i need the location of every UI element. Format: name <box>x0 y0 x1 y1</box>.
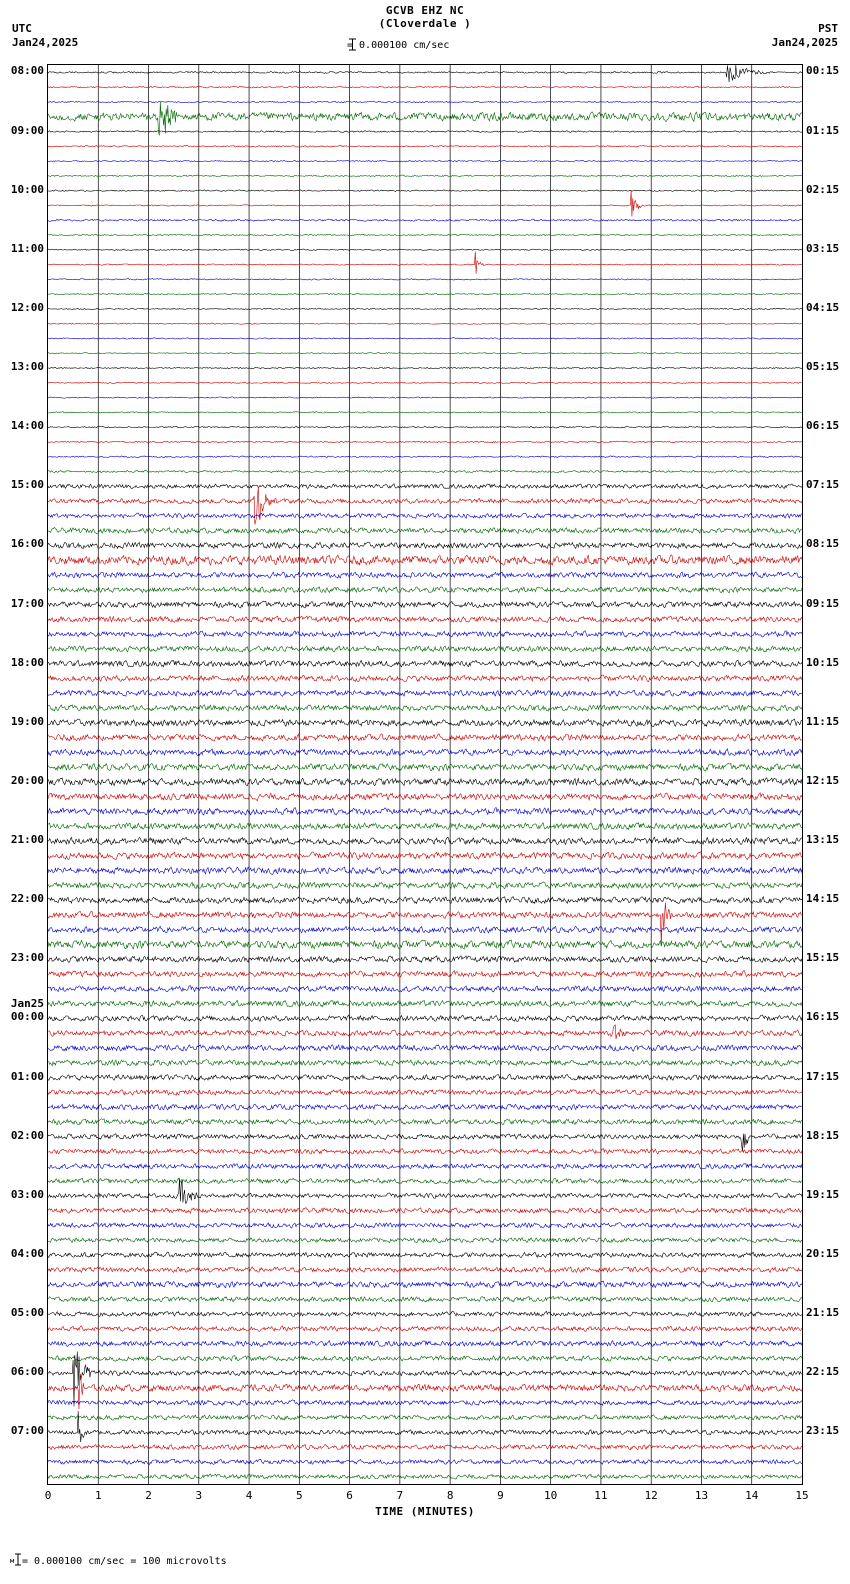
x-tick-label: 12 <box>644 1489 658 1502</box>
x-tick-label: 7 <box>396 1489 404 1502</box>
pst-time-label: 10:15 <box>806 655 840 669</box>
x-tick-label: 0 <box>44 1489 52 1502</box>
utc-time-label: 02:00 <box>10 1128 44 1142</box>
utc-time-label: 22:00 <box>10 892 44 906</box>
pst-time-label: 23:15 <box>806 1424 840 1438</box>
pst-label: PST <box>818 22 838 35</box>
x-tick-label: 8 <box>446 1489 454 1502</box>
x-tick-label: 3 <box>195 1489 203 1502</box>
x-tick-label: 2 <box>145 1489 152 1502</box>
pst-time-label: 08:15 <box>806 537 840 551</box>
pst-time-label: 19:15 <box>806 1187 840 1201</box>
pst-time-label: 04:15 <box>806 300 840 314</box>
x-tick-label: 6 <box>346 1489 353 1502</box>
x-tick-label: 13 <box>694 1489 709 1502</box>
utc-time-label: 11:00 <box>10 241 44 255</box>
pst-time-label: 20:15 <box>806 1246 840 1260</box>
utc-time-label: 17:00 <box>10 596 44 610</box>
pst-time-label: 05:15 <box>806 360 840 374</box>
pst-time-label: 07:15 <box>806 478 840 492</box>
utc-date: Jan24,2025 <box>12 36 79 49</box>
pst-time-label: 14:15 <box>806 892 840 906</box>
x-tick-label: 9 <box>497 1489 504 1502</box>
x-tick-label: 15 <box>795 1489 809 1502</box>
utc-time-label: 06:00 <box>10 1365 44 1379</box>
utc-time-label: 09:00 <box>10 123 44 137</box>
station-code: GCVB EHZ NC <box>385 4 465 17</box>
station-place: (Cloverdale ) <box>378 17 472 30</box>
pst-time-label: 12:15 <box>806 773 840 787</box>
pst-time-label: 21:15 <box>806 1306 840 1320</box>
x-tick-label: 11 <box>594 1489 608 1502</box>
seismogram-plot[interactable] <box>47 64 803 1485</box>
utc-time-label: 14:00 <box>10 419 44 433</box>
x-axis-ticks <box>44 1486 809 1502</box>
pst-time-label: 00:15 <box>806 64 840 78</box>
footer-scale-bar-icon <box>10 1552 22 1566</box>
svg-text:м: м <box>10 1557 15 1565</box>
pst-time-label: 11:15 <box>806 714 840 728</box>
pst-time-label: 16:15 <box>806 1010 840 1024</box>
utc-time-label: 08:00 <box>10 64 44 78</box>
pst-time-label: 22:15 <box>806 1365 840 1379</box>
utc-time-label: 13:00 <box>10 360 44 374</box>
utc-label: UTC <box>12 22 32 35</box>
day-break-label: Jan25 <box>10 997 44 1011</box>
pst-time-label: 03:15 <box>806 241 840 255</box>
utc-time-label: 19:00 <box>10 714 44 728</box>
pst-time-label: 15:15 <box>806 951 840 965</box>
page-title <box>0 4 850 30</box>
scale-note: = 0.000100 cm/sec <box>347 40 450 51</box>
pst-date: Jan24,2025 <box>771 36 838 49</box>
utc-time-label: 15:00 <box>10 478 44 492</box>
utc-time-label: 21:00 <box>10 833 44 847</box>
utc-time-label: 03:00 <box>10 1187 44 1201</box>
utc-time-label: 07:00 <box>10 1424 44 1438</box>
utc-time-label: 16:00 <box>10 537 44 551</box>
pst-time-label: 02:15 <box>806 182 840 196</box>
pst-time-label: 13:15 <box>806 833 840 847</box>
utc-time-label: 10:00 <box>10 182 44 196</box>
pst-time-label: 17:15 <box>806 1069 840 1083</box>
pst-time-label: 18:15 <box>806 1128 840 1142</box>
footer-scale-text: = 0.000100 cm/sec = 100 microvolts <box>22 1556 227 1567</box>
x-tick-label: 5 <box>296 1489 303 1502</box>
x-tick-label: 10 <box>544 1489 558 1502</box>
x-tick-label: 14 <box>745 1489 759 1502</box>
x-tick-label: 4 <box>245 1489 253 1502</box>
x-tick-label: 1 <box>94 1489 102 1502</box>
x-axis-title: TIME (MINUTES) <box>375 1505 475 1518</box>
utc-time-label: 18:00 <box>10 655 44 669</box>
pst-time-label: 01:15 <box>806 123 840 137</box>
utc-time-label: 23:00 <box>10 951 44 965</box>
utc-time-label: 20:00 <box>10 773 44 787</box>
pst-time-label: 06:15 <box>806 419 840 433</box>
utc-time-label: 01:00 <box>10 1069 44 1083</box>
utc-time-label: 12:00 <box>10 300 44 314</box>
pst-time-label: 09:15 <box>806 596 840 610</box>
utc-time-label: 04:00 <box>10 1246 44 1260</box>
utc-time-label: 05:00 <box>10 1306 44 1320</box>
utc-time-label: 00:00 <box>10 1010 44 1024</box>
